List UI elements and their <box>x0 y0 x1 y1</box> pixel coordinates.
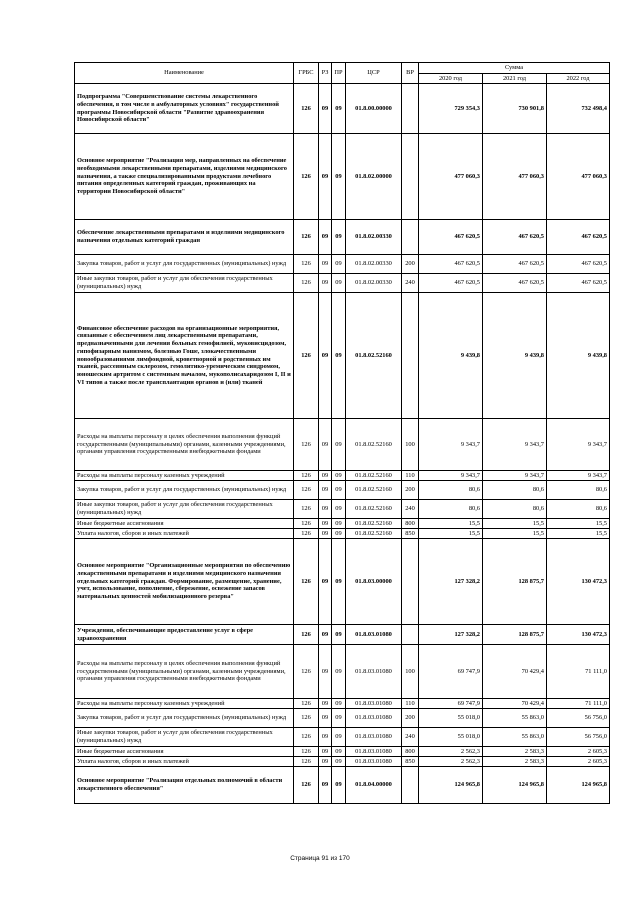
cell-2022: 15,5 <box>547 529 610 539</box>
cell-pr: 09 <box>332 293 346 419</box>
cell-2022: 15,5 <box>547 519 610 529</box>
cell-csr: 01.8.02.00330 <box>346 255 402 274</box>
cell-vr <box>402 84 419 134</box>
cell-2021: 80,6 <box>483 481 547 500</box>
cell-rz: 09 <box>319 539 332 625</box>
cell-vr <box>402 767 419 804</box>
table-row <box>75 539 610 625</box>
header-rz: РЗ <box>319 63 332 84</box>
cell-rz: 09 <box>319 500 332 519</box>
cell-rz: 09 <box>319 757 332 767</box>
cell-2022: 467 620,5 <box>547 255 610 274</box>
cell-vr <box>402 293 419 419</box>
cell-rz: 09 <box>319 84 332 134</box>
cell-2021: 2 583,3 <box>483 757 547 767</box>
cell-csr: 01.8.02.00330 <box>346 220 402 255</box>
table-row <box>75 519 610 529</box>
cell-2021: 70 429,4 <box>483 699 547 709</box>
cell-vr: 850 <box>402 529 419 539</box>
table-row <box>75 500 610 519</box>
cell-2020: 55 018,0 <box>419 709 483 728</box>
cell-grbs: 126 <box>294 274 319 293</box>
cell-csr: 01.8.03.01080 <box>346 728 402 747</box>
cell-2020: 729 354,3 <box>419 84 483 134</box>
cell-2022: 80,6 <box>547 500 610 519</box>
cell-rz: 09 <box>319 471 332 481</box>
cell-2021: 2 583,3 <box>483 747 547 757</box>
cell-rz: 09 <box>319 134 332 220</box>
cell-name: Подпрограмма "Совершенствование системы лекарственного обеспечения, в том числе в амбулаторных условиях" государственной программы Новосибирской области "Развитие здравоохранения Новосибирской области" <box>75 84 294 134</box>
table-row <box>75 767 610 804</box>
cell-2021: 15,5 <box>483 529 547 539</box>
cell-rz: 09 <box>319 274 332 293</box>
cell-2022: 56 756,0 <box>547 709 610 728</box>
cell-rz: 09 <box>319 519 332 529</box>
cell-2020: 2 562,3 <box>419 757 483 767</box>
cell-vr: 240 <box>402 274 419 293</box>
cell-2021: 128 875,7 <box>483 539 547 625</box>
cell-csr: 01.8.04.00000 <box>346 767 402 804</box>
header-pr: ПР <box>332 63 346 84</box>
cell-rz: 09 <box>319 529 332 539</box>
cell-vr: 240 <box>402 728 419 747</box>
cell-name: Иные бюджетные ассигнования <box>75 519 294 529</box>
cell-vr <box>402 134 419 220</box>
table-row <box>75 481 610 500</box>
cell-pr: 09 <box>332 699 346 709</box>
cell-2020: 9 343,7 <box>419 419 483 471</box>
table-row <box>75 728 610 747</box>
cell-name: Финансовое обеспечение расходов на организационные мероприятия, связанные с обеспечением лиц лекарственными препаратами, предназначенными для лечения больных гемофилией, муковисцидозом, гипофизарным нанизмом, болезнью Гоше, злокачественными новообразованиями лимфоидной, кроветворной и родственных им тканей, рассеянным склерозом, гемолитико-уремическим синдромом, юношеским артритом с системным началом, мукополисахаридозом I, II и VI типов а также после трансплантации органов и (или) тканей <box>75 293 294 419</box>
cell-pr: 09 <box>332 500 346 519</box>
cell-vr <box>402 539 419 625</box>
cell-grbs: 126 <box>294 134 319 220</box>
cell-vr: 240 <box>402 500 419 519</box>
cell-name: Уплата налогов, сборов и иных платежей <box>75 757 294 767</box>
header-year-2022: 2022 год <box>547 74 610 84</box>
cell-2020: 15,5 <box>419 519 483 529</box>
cell-name: Расходы на выплаты персоналу казенных учреждений <box>75 471 294 481</box>
cell-name: Иные закупки товаров, работ и услуг для обеспечения государственных (муниципальных) нужд <box>75 500 294 519</box>
cell-2020: 69 747,9 <box>419 645 483 699</box>
page-number: Страница 91 из 170 <box>290 855 350 862</box>
cell-name: Иные закупки товаров, работ и услуг для обеспечения государственных (муниципальных) нужд <box>75 274 294 293</box>
cell-2022: 467 620,5 <box>547 274 610 293</box>
cell-grbs: 126 <box>294 293 319 419</box>
cell-grbs: 126 <box>294 747 319 757</box>
cell-2022: 71 111,0 <box>547 645 610 699</box>
cell-2022: 56 756,0 <box>547 728 610 747</box>
cell-csr: 01.8.02.52160 <box>346 500 402 519</box>
cell-csr: 01.8.02.00000 <box>346 134 402 220</box>
cell-name: Основное мероприятие "Реализация мер, направленных на обеспечение необходимыми лекарственными препаратами, изделиями медицинского назначения, а также специализированными продуктами лечебного питания определенных категорий граждан, проживающих на территории Новосибирской области" <box>75 134 294 220</box>
cell-csr: 01.8.03.01080 <box>346 757 402 767</box>
cell-2022: 80,6 <box>547 481 610 500</box>
cell-grbs: 126 <box>294 519 319 529</box>
cell-grbs: 126 <box>294 471 319 481</box>
cell-vr: 110 <box>402 699 419 709</box>
cell-vr: 110 <box>402 471 419 481</box>
cell-grbs: 126 <box>294 539 319 625</box>
cell-name: Основное мероприятие "Реализация отдельных полномочий в области лекарственного обеспечения" <box>75 767 294 804</box>
cell-rz: 09 <box>319 709 332 728</box>
cell-pr: 09 <box>332 419 346 471</box>
cell-2020: 2 562,3 <box>419 747 483 757</box>
table-row <box>75 274 610 293</box>
cell-2020: 9 343,7 <box>419 471 483 481</box>
table-row <box>75 625 610 645</box>
cell-2022: 9 439,8 <box>547 293 610 419</box>
cell-rz: 09 <box>319 220 332 255</box>
cell-2020: 467 620,5 <box>419 220 483 255</box>
cell-pr: 09 <box>332 625 346 645</box>
cell-grbs: 126 <box>294 757 319 767</box>
cell-2021: 15,5 <box>483 519 547 529</box>
cell-grbs: 126 <box>294 625 319 645</box>
cell-vr <box>402 220 419 255</box>
cell-rz: 09 <box>319 419 332 471</box>
cell-grbs: 126 <box>294 500 319 519</box>
cell-csr: 01.8.03.01080 <box>346 699 402 709</box>
cell-vr: 200 <box>402 255 419 274</box>
cell-csr: 01.8.02.52160 <box>346 293 402 419</box>
header-csr: ЦСР <box>346 63 402 84</box>
cell-2020: 69 747,9 <box>419 699 483 709</box>
cell-2021: 730 901,8 <box>483 84 547 134</box>
table-row <box>75 84 610 134</box>
cell-2020: 127 328,2 <box>419 539 483 625</box>
cell-2021: 467 620,5 <box>483 274 547 293</box>
cell-2022: 130 472,3 <box>547 625 610 645</box>
cell-rz: 09 <box>319 255 332 274</box>
cell-csr: 01.8.03.01080 <box>346 625 402 645</box>
cell-2022: 732 498,4 <box>547 84 610 134</box>
cell-name: Основное мероприятие "Организационные мероприятия по обеспечению лекарственными препаратами и изделиями медицинского назначения отдельных категорий граждан. Формирование, размещение, хранение, учет, использование, пополнение, сбережение, освежение запасов материальных ценностей мобилизационного резерва" <box>75 539 294 625</box>
cell-2020: 467 620,5 <box>419 274 483 293</box>
cell-2020: 467 620,5 <box>419 255 483 274</box>
cell-name: Расходы на выплаты персоналу в целях обеспечения выполнения функций государственными (муниципальными) органами, казенными учреждениями, органами управления государственными внебюджетными фондами <box>75 645 294 699</box>
cell-grbs: 126 <box>294 481 319 500</box>
cell-pr: 09 <box>332 255 346 274</box>
cell-csr: 01.8.03.01080 <box>346 747 402 757</box>
budget-table <box>74 62 610 804</box>
cell-vr: 850 <box>402 757 419 767</box>
cell-csr: 01.8.02.52160 <box>346 419 402 471</box>
table-row <box>75 293 610 419</box>
cell-2022: 124 965,8 <box>547 767 610 804</box>
cell-2021: 9 343,7 <box>483 419 547 471</box>
cell-2021: 467 620,5 <box>483 255 547 274</box>
table-row <box>75 255 610 274</box>
cell-pr: 09 <box>332 519 346 529</box>
header-vr: ВР <box>402 63 419 84</box>
table-row <box>75 709 610 728</box>
cell-csr: 01.8.03.01080 <box>346 645 402 699</box>
cell-name: Иные закупки товаров, работ и услуг для обеспечения государственных (муниципальных) нужд <box>75 728 294 747</box>
cell-2021: 9 439,8 <box>483 293 547 419</box>
cell-2021: 55 863,0 <box>483 709 547 728</box>
cell-pr: 09 <box>332 529 346 539</box>
header-name: Наименование <box>75 63 294 84</box>
cell-csr: 01.8.03.00000 <box>346 539 402 625</box>
cell-rz: 09 <box>319 699 332 709</box>
header-grbs: ГРБС <box>294 63 319 84</box>
cell-2020: 15,5 <box>419 529 483 539</box>
cell-name: Закупка товаров, работ и услуг для государственных (муниципальных) нужд <box>75 709 294 728</box>
cell-grbs: 126 <box>294 419 319 471</box>
cell-csr: 01.8.02.52160 <box>346 529 402 539</box>
cell-vr <box>402 625 419 645</box>
cell-rz: 09 <box>319 747 332 757</box>
cell-rz: 09 <box>319 767 332 804</box>
header-year-2020: 2020 год <box>419 74 483 84</box>
table-row <box>75 747 610 757</box>
cell-2021: 477 060,3 <box>483 134 547 220</box>
cell-csr: 01.8.02.00330 <box>346 274 402 293</box>
cell-grbs: 126 <box>294 220 319 255</box>
table-header <box>75 63 610 84</box>
cell-2021: 124 965,8 <box>483 767 547 804</box>
cell-2021: 55 863,0 <box>483 728 547 747</box>
cell-name: Иные бюджетные ассигнования <box>75 747 294 757</box>
cell-name: Учреждения, обеспечивающие предоставление услуг в сфере здравоохранения <box>75 625 294 645</box>
cell-pr: 09 <box>332 274 346 293</box>
cell-2020: 477 060,3 <box>419 134 483 220</box>
table-row <box>75 645 610 699</box>
cell-2020: 80,6 <box>419 481 483 500</box>
cell-grbs: 126 <box>294 767 319 804</box>
cell-name: Закупка товаров, работ и услуг для государственных (муниципальных) нужд <box>75 255 294 274</box>
cell-2020: 55 018,0 <box>419 728 483 747</box>
table-row <box>75 757 610 767</box>
cell-2022: 130 472,3 <box>547 539 610 625</box>
cell-vr: 100 <box>402 419 419 471</box>
header-year-2021: 2021 год <box>483 74 547 84</box>
cell-grbs: 126 <box>294 699 319 709</box>
cell-2021: 467 620,5 <box>483 220 547 255</box>
cell-rz: 09 <box>319 293 332 419</box>
cell-2020: 80,6 <box>419 500 483 519</box>
cell-name: Расходы на выплаты персоналу в целях обеспечения выполнения функций государственными (муниципальными) органами, казенными учреждениями, органами управления государственными внебюджетными фондами <box>75 419 294 471</box>
cell-csr: 01.8.00.00000 <box>346 84 402 134</box>
cell-rz: 09 <box>319 728 332 747</box>
cell-2022: 467 620,5 <box>547 220 610 255</box>
cell-vr: 800 <box>402 747 419 757</box>
table-row <box>75 471 610 481</box>
cell-grbs: 126 <box>294 529 319 539</box>
header-sum: Сумма <box>419 63 610 74</box>
table-row <box>75 699 610 709</box>
cell-grbs: 126 <box>294 255 319 274</box>
cell-2021: 128 875,7 <box>483 625 547 645</box>
cell-grbs: 126 <box>294 84 319 134</box>
cell-pr: 09 <box>332 539 346 625</box>
cell-csr: 01.8.02.52160 <box>346 471 402 481</box>
cell-vr: 200 <box>402 481 419 500</box>
cell-2022: 2 605,3 <box>547 747 610 757</box>
cell-csr: 01.8.02.52160 <box>346 519 402 529</box>
cell-pr: 09 <box>332 747 346 757</box>
cell-pr: 09 <box>332 728 346 747</box>
cell-grbs: 126 <box>294 645 319 699</box>
cell-pr: 09 <box>332 134 346 220</box>
cell-2021: 80,6 <box>483 500 547 519</box>
cell-name: Обеспечение лекарственными препаратами и изделиями медицинского назначения отдельных категорий граждан <box>75 220 294 255</box>
cell-pr: 09 <box>332 471 346 481</box>
cell-2022: 71 111,0 <box>547 699 610 709</box>
cell-2020: 124 965,8 <box>419 767 483 804</box>
cell-2022: 9 343,7 <box>547 419 610 471</box>
table-row <box>75 220 610 255</box>
cell-2021: 70 429,4 <box>483 645 547 699</box>
cell-csr: 01.8.02.52160 <box>346 481 402 500</box>
cell-rz: 09 <box>319 481 332 500</box>
cell-pr: 09 <box>332 84 346 134</box>
cell-2022: 2 605,3 <box>547 757 610 767</box>
cell-name: Расходы на выплаты персоналу казенных учреждений <box>75 699 294 709</box>
cell-2021: 9 343,7 <box>483 471 547 481</box>
cell-pr: 09 <box>332 481 346 500</box>
cell-2022: 9 343,7 <box>547 471 610 481</box>
cell-pr: 09 <box>332 767 346 804</box>
cell-grbs: 126 <box>294 709 319 728</box>
table-row <box>75 134 610 220</box>
cell-pr: 09 <box>332 709 346 728</box>
cell-vr: 100 <box>402 645 419 699</box>
cell-name: Закупка товаров, работ и услуг для государственных (муниципальных) нужд <box>75 481 294 500</box>
cell-vr: 200 <box>402 709 419 728</box>
cell-vr: 800 <box>402 519 419 529</box>
table-row <box>75 419 610 471</box>
cell-pr: 09 <box>332 220 346 255</box>
cell-csr: 01.8.03.01080 <box>346 709 402 728</box>
cell-name: Уплата налогов, сборов и иных платежей <box>75 529 294 539</box>
table-row <box>75 529 610 539</box>
cell-2020: 127 328,2 <box>419 625 483 645</box>
cell-pr: 09 <box>332 757 346 767</box>
cell-grbs: 126 <box>294 728 319 747</box>
cell-pr: 09 <box>332 645 346 699</box>
cell-2020: 9 439,8 <box>419 293 483 419</box>
cell-rz: 09 <box>319 625 332 645</box>
cell-2022: 477 060,3 <box>547 134 610 220</box>
table-body <box>75 84 610 804</box>
cell-rz: 09 <box>319 645 332 699</box>
